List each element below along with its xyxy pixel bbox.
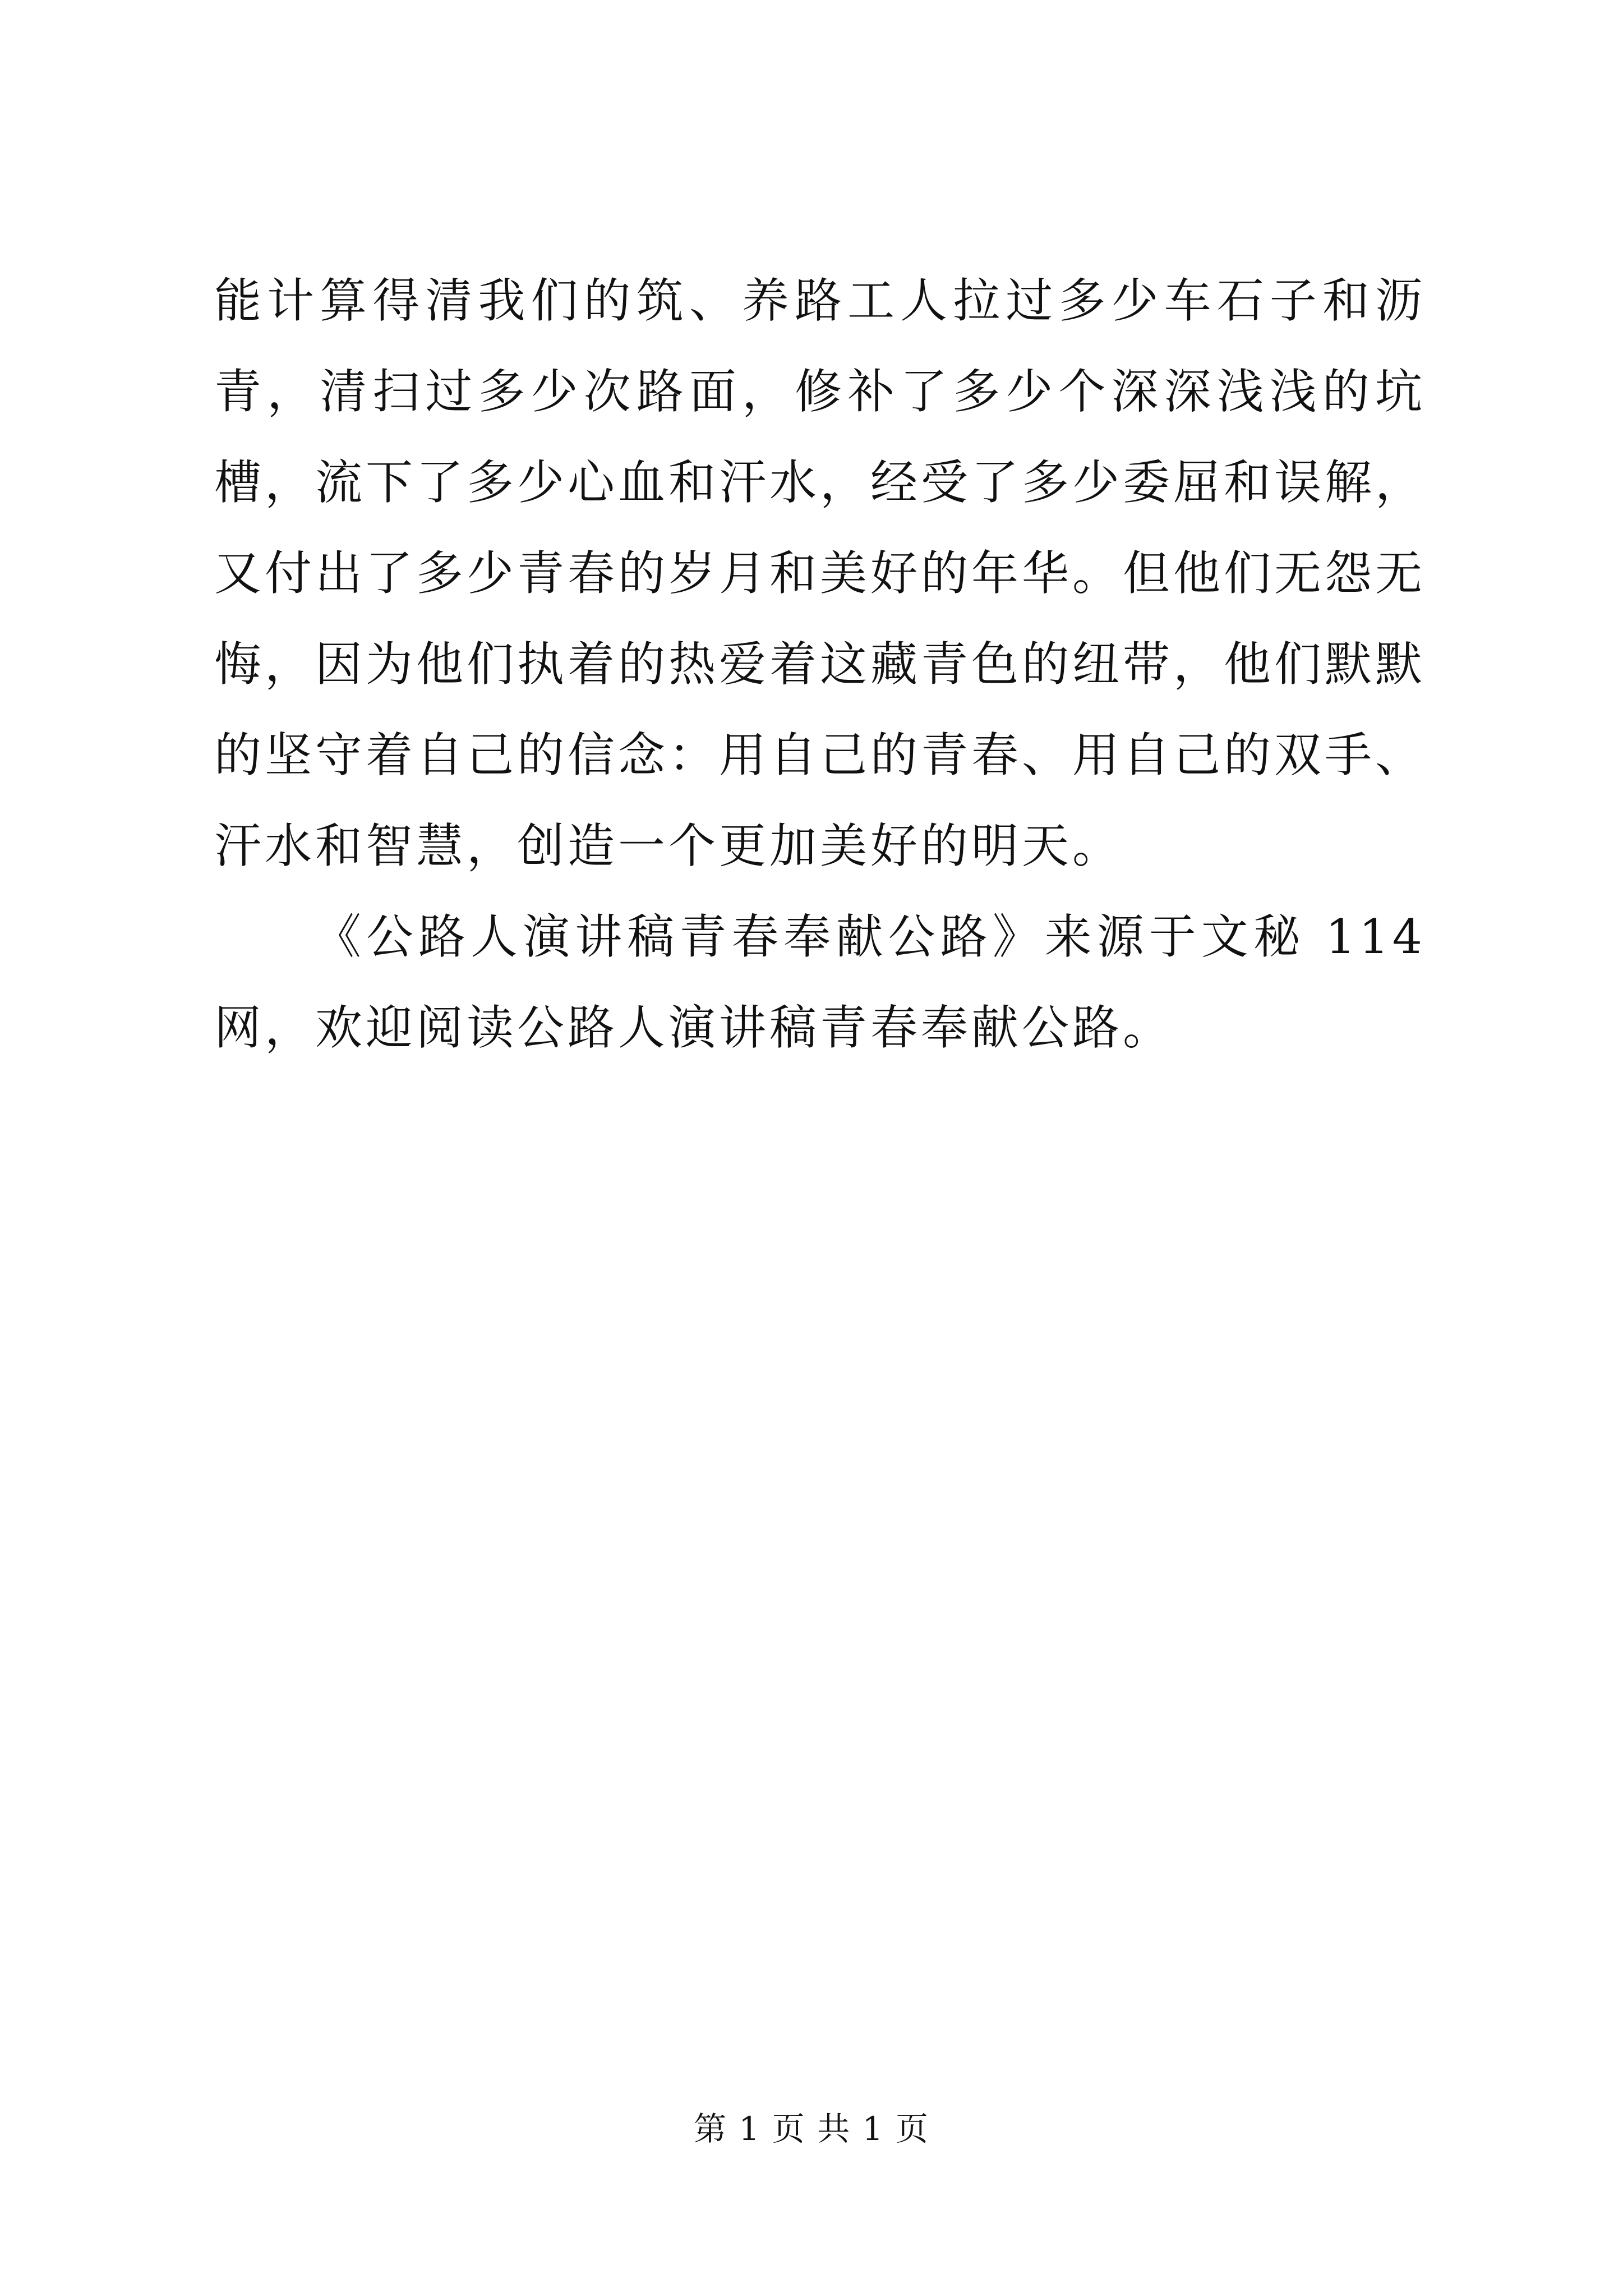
paragraph-source-note: 《公路人演讲稿青春奉献公路》来源于文秘 114 网，欢迎阅读公路人演讲稿青春奉献公路。 [214,909,1426,1055]
paragraph-continued: 能计算得清我们的筑、养路工人拉过多少车石子和沥青，清扫过多少次路面，修补了多少个深深浅浅的坑槽，流下了多少心血和汗水，经受了多少委屈和误解，又付出了多少青春的岁月和美好的年华。但他们无怨无悔，因为他们执着的热爱着这藏青色的纽带，他们默默的坚守着自己的信念：用自己的青春、用自己的双手、汗水和智慧，创造一个更加美好的明天。 [214,273,1426,873]
document-body [214,255,1426,1073]
page-footer: 第 1 页 共 1 页 [694,2110,929,2148]
